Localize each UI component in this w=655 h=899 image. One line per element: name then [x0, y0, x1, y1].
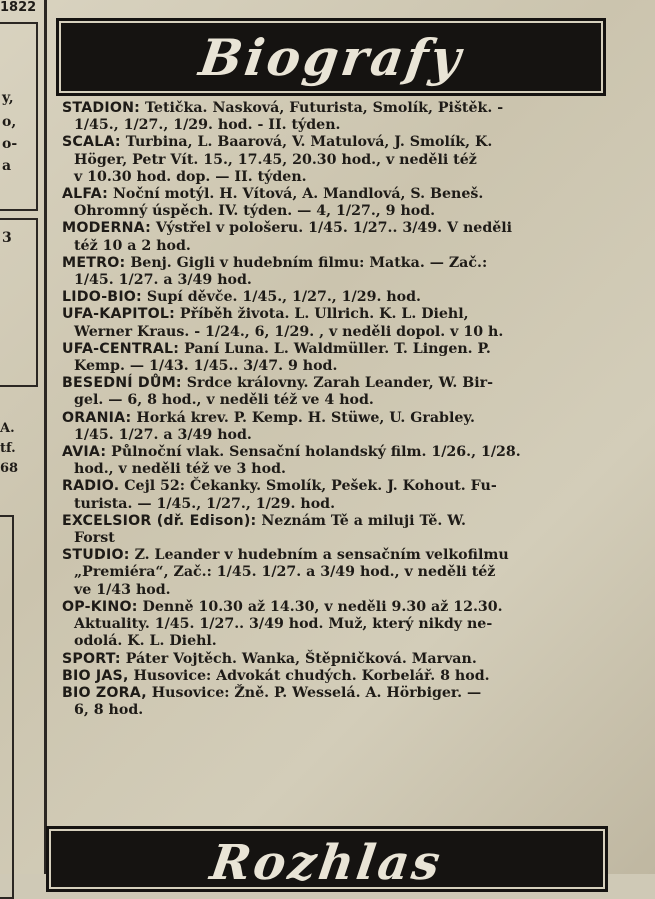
- listing-text-line: Husovice: Advokát chudých. Korbelář. 8 hod.: [133, 667, 490, 684]
- listing-text-line: Páter Vojtěch. Wanka, Štěpničková. Marvan.: [125, 650, 477, 667]
- cinema-entry: [62, 306, 622, 340]
- cinema-entry: [62, 513, 622, 547]
- cinema-entry: [62, 685, 622, 719]
- listing-text-line: Srdce královny. Zarah Leander, W. Bir-: [186, 375, 493, 392]
- cinema-entry: [62, 341, 622, 375]
- listing-text-line: odolá. K. L. Diehl.: [74, 633, 217, 650]
- listing-text-line: Aktuality. 1/45. 1/27.. 3/49 hod. Muž, který nikdy ne-: [74, 616, 493, 633]
- listing-text-line: Tetička. Nasková, Futurista, Smolík, Pištěk. -: [145, 100, 504, 116]
- cinema-entry: [62, 255, 622, 289]
- cinema-name: OP-KINO:: [62, 598, 138, 615]
- listing-text-line: Příběh života. L. Ullrich. K. L. Diehl,: [179, 306, 469, 323]
- left-fragment: tf.: [0, 441, 16, 456]
- listing-text-line: 1/45. 1/27. a 3/49 hod.: [74, 272, 252, 289]
- listing-text-line: 6, 8 hod.: [74, 702, 144, 719]
- listing-text-line: Ohromný úspěch. IV. týden. — 4, 1/27., 9 hod.: [74, 203, 436, 220]
- left-column-box: [0, 515, 14, 899]
- listing-text-line: 1/45. 1/27. a 3/49 hod.: [74, 426, 252, 443]
- cinema-entry: [62, 134, 622, 186]
- cinema-name: ALFA:: [62, 186, 108, 203]
- listing-text-line: též 10 a 2 hod.: [74, 237, 191, 254]
- cinema-name: STUDIO:: [62, 547, 130, 564]
- cinema-name: LIDO-BIO:: [62, 289, 142, 306]
- cinema-name: BIO JAS,: [62, 667, 129, 684]
- cinema-entry: [62, 186, 622, 220]
- listing-text-line: Supí děvče. 1/45., 1/27., 1/29. hod.: [146, 289, 421, 306]
- left-fragment: 68: [0, 461, 19, 476]
- cinema-name: MODERNA:: [62, 220, 151, 237]
- cinema-listings: [62, 100, 622, 719]
- cinema-entry: [62, 100, 622, 134]
- cinema-entry: [62, 651, 622, 668]
- section-header-banner: [56, 18, 606, 96]
- listing-text-line: „Premiéra“, Zač.: 1/45. 1/27. a 3/49 hod., v neděli též: [74, 564, 496, 581]
- cinema-entry: [62, 599, 622, 651]
- left-fragment: o-: [2, 136, 18, 152]
- listing-text-line: gel. — 6, 8 hod., v neděli též ve 4 hod.: [74, 392, 374, 409]
- left-neighbor-column: [0, 0, 47, 874]
- cinema-entry: [62, 668, 622, 685]
- listing-text-line: turista. — 1/45., 1/27., 1/29. hod.: [74, 495, 336, 512]
- listing-text-line: Kemp. — 1/43. 1/45.. 3/47. 9 hod.: [74, 358, 338, 375]
- listing-text-line: Benj. Gigli v hudebním filmu: Matka. — Zač.:: [130, 254, 488, 271]
- cinema-name: UFA-CENTRAL:: [62, 340, 180, 357]
- listing-text-line: Forst: [74, 530, 115, 547]
- cinema-name: EXCELSIOR (dř. Edison):: [62, 512, 257, 529]
- cinema-name: SCALA:: [62, 134, 121, 151]
- cinema-entry: [62, 410, 622, 444]
- cinema-name: RADIO.: [62, 478, 120, 495]
- left-fragment: a: [2, 158, 12, 174]
- listing-text-line: Husovice: Žně. P. Wesselá. A. Hörbiger. —: [151, 684, 482, 701]
- listing-text-line: Z. Leander v hudebním a sensačním velkofilmu: [134, 547, 509, 564]
- listing-text-line: 1/45., 1/27., 1/29. hod. - II. týden.: [74, 117, 341, 134]
- cinema-entry: [62, 375, 622, 409]
- next-section-banner: [46, 826, 608, 892]
- cinema-name: SPORT:: [62, 650, 121, 667]
- listing-text-line: Höger, Petr Vít. 15., 17.45, 20.30 hod., v neděli též: [74, 151, 477, 168]
- left-fragment: A.: [0, 421, 15, 436]
- cinema-entry: [62, 444, 622, 478]
- cinema-name: AVIA:: [62, 444, 107, 461]
- cinema-entry: [62, 289, 622, 306]
- section-title: Biografy: [195, 27, 467, 87]
- cinema-entry: [62, 220, 622, 254]
- listing-text-line: Denně 10.30 až 14.30, v neděli 9.30 až 12.30.: [142, 598, 503, 615]
- listing-text-line: hod., v neděli též ve 3 hod.: [74, 461, 286, 478]
- listing-text-line: Werner Kraus. - 1/24., 6, 1/29. , v neděli dopol. v 10 h.: [74, 323, 504, 340]
- left-fragment: o,: [2, 114, 17, 130]
- listing-text-line: Turbina, L. Baarová, V. Matulová, J. Smolík, K.: [125, 134, 493, 151]
- cinema-entry: [62, 478, 622, 512]
- listing-text-line: Paní Luna. L. Waldmüller. T. Lingen. P.: [184, 340, 491, 357]
- listing-text-line: Půlnoční vlak. Sensační holandský film. 1/26., 1/28.: [111, 444, 521, 461]
- listing-text-line: Neznám Tě a miluji Tě. W.: [261, 512, 466, 529]
- cinema-name: BIO ZORA,: [62, 684, 147, 701]
- cinema-entry: [62, 547, 622, 599]
- listing-text-line: ve 1/43 hod.: [74, 581, 171, 598]
- cinema-name: METRO:: [62, 254, 126, 271]
- cinema-name: STADION:: [62, 100, 141, 116]
- left-fragment: 3: [2, 230, 12, 246]
- next-section-title: Rozhlas: [207, 835, 447, 891]
- listing-text-line: Cejl 52: Čekanky. Smolík, Pešek. J. Kohout. Fu-: [124, 478, 497, 495]
- listing-text-line: Noční motýl. H. Vítová, A. Mandlová, S. Beneš.: [112, 186, 484, 203]
- listing-text-line: v 10.30 hod. dop. — II. týden.: [74, 168, 307, 185]
- left-fragment: y,: [2, 90, 14, 106]
- issue-number-fragment: 1822: [0, 0, 37, 15]
- cinema-name: BESEDNÍ DŮM:: [62, 375, 182, 392]
- cinema-name: UFA-KAPITOL:: [62, 306, 175, 323]
- cinema-name: ORANIA:: [62, 409, 132, 426]
- listing-text-line: Výstřel v pološeru. 1/45. 1/27.. 3/49. V neděli: [155, 220, 513, 237]
- listing-text-line: Horká krev. P. Kemp. H. Stüwe, U. Grabley.: [136, 409, 475, 426]
